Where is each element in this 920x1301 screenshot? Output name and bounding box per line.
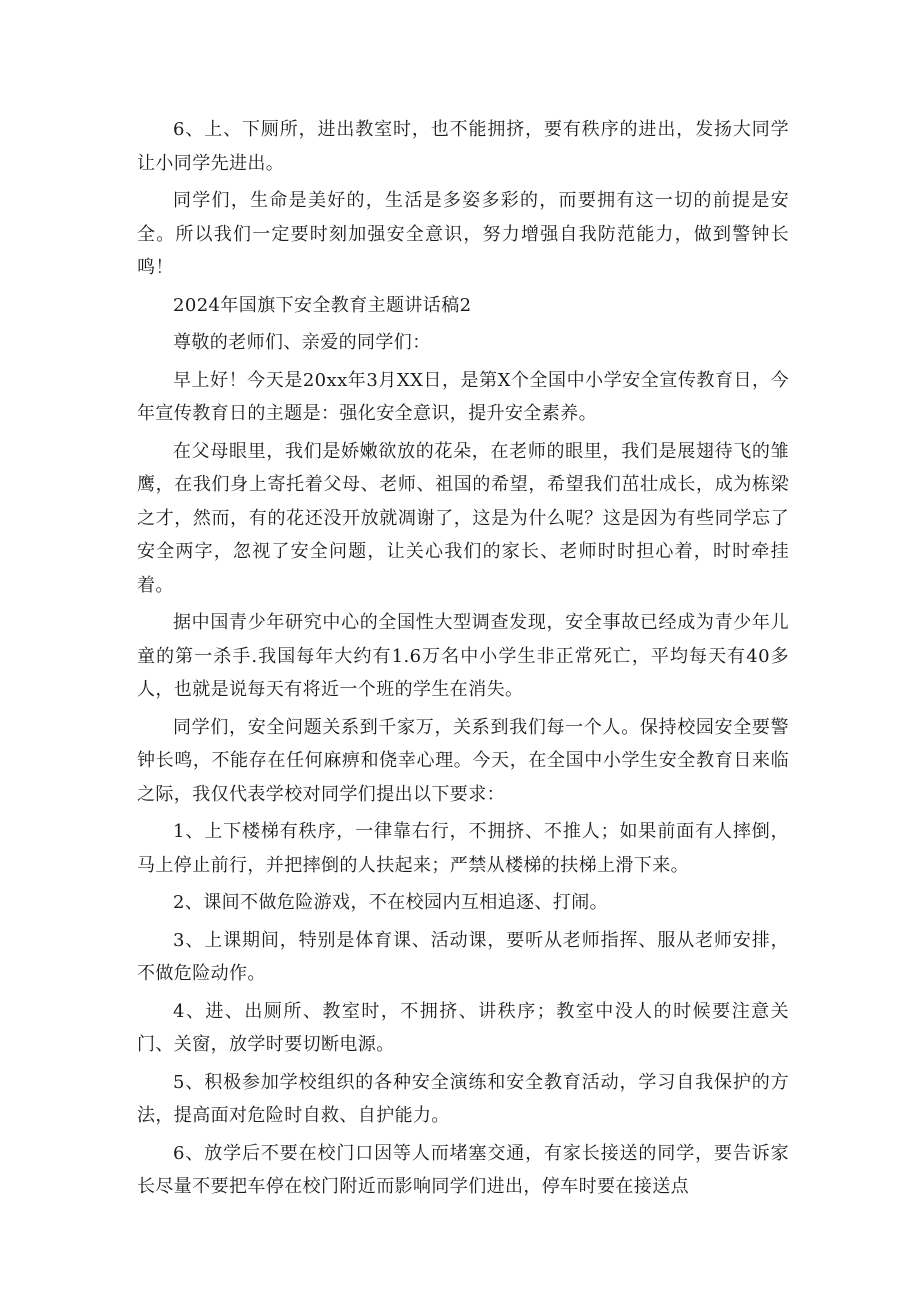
list-item-4: 4、进、出厕所、教室时，不拥挤、讲秩序；教室中没人的时候要注意关门、关窗，放学时要切断电源。	[137, 1000, 789, 1055]
list-item-6: 6、放学后不要在校门口因等人而堵塞交通，有家长接送的同学，要告诉家长尽量不要把车停在校门附近而影响同学们进出，停车时要在接送点	[137, 1142, 789, 1197]
paragraph-2: 同学们，生命是美好的，生活是多姿多彩的，而要拥有这一切的前提是安全。所以我们一定要时刻加强安全意识，努力增强自我防范能力，做到警钟长鸣！	[137, 190, 789, 278]
section-title: 2024年国旗下安全教育主题讲话稿2	[173, 294, 472, 316]
paragraph-1: 6、上、下厕所，进出教室时，也不能拥挤，要有秩序的进出，发扬大同学让小同学先进出。	[137, 119, 789, 174]
paragraph-7: 据中国青少年研究中心的全国性大型调查发现，安全事故已经成为青少年儿童的第一杀手.我国每年大约有1.6万名中小学生非正常死亡，平均每天有40多人，也就是说每天有将近一个班的学生在消失。	[137, 612, 789, 700]
list-item-1: 1、上下楼梯有秩序，一律靠右行，不拥挤、不推人；如果前面有人摔倒，马上停止前行，并把摔倒的人扶起来；严禁从楼梯的扶梯上滑下来。	[137, 821, 789, 876]
list-item-3: 3、上课期间，特别是体育课、活动课，要听从老师指挥、服从老师安排，不做危险动作。	[137, 929, 789, 984]
paragraph-8: 同学们，安全问题关系到千家万，关系到我们每一个人。保持校园安全要警钟长鸣，不能存在任何麻痹和侥幸心理。今天，在全国中小学生安全教育日来临之际，我仅代表学校对同学们提出以下要求：	[137, 716, 789, 805]
list-item-2: 2、课间不做危险游戏，不在校园内互相追逐、打闹。	[173, 892, 609, 913]
salutation: 尊敬的老师们、亲爱的同学们：	[173, 332, 431, 353]
paragraph-6: 在父母眼里，我们是娇嫩欲放的花朵，在老师的眼里，我们是展翅待飞的雏鹰，在我们身上寄托着父母、老师、祖国的希望，希望我们茁壮成长，成为栋梁之才，然而，有的花还没开放就凋谢了，这是为什么呢？这是因为有些同学忘了安全两字，忽视了安全问题，让关心我们的家长、老师时时担心着，时时牵挂着。	[137, 440, 789, 596]
paragraph-5: 早上好！今天是20xx年3月XX日，是第X个全国中小学安全宣传教育日，今年宣传教育日的主题是：强化安全意识，提升安全素养。	[137, 369, 789, 424]
list-item-5: 5、积极参加学校组织的各种安全演练和安全教育活动，学习自我保护的方法，提高面对危险时自救、自护能力。	[137, 1071, 789, 1126]
document-body	[137, 113, 789, 1208]
